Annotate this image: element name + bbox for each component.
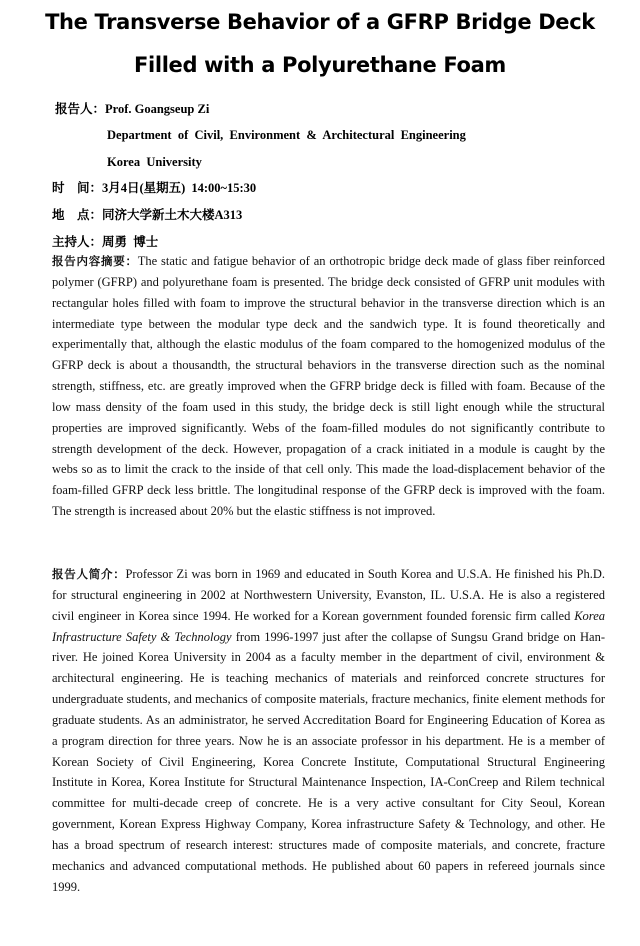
- abstract-text: The static and fatigue behavior of an orthotropic bridge deck made of glass fiber reinforced polymer (GFRP) and polyurethane foam is presented. The bridge deck consisted of GFRP unit modules with rectangular holes filled with foam to improve the structural behavior in the transverse direction which is an intermediate type between the modular type deck and the sandwich type. It is found theoretically and experimentally that, although the elastic modulus of the foam compared to the homogenized modulus of the GFRP deck is about a thousandth, the structural behaviors in the transverse direction such as the nominal strength, stiffness, etc. are greatly improved when the GFRP bridge deck is filled with foam. Because of the low mass density of the foam used in this study, the bridge deck is still light enough while the structural properties are improved significantly. Webs of the foam-filled modules do not significantly contribute to strength development of the deck. However, propagation of a crack initiated in a module is caught by the webs so as to limit the crack to the inside of that cell only. This made the load-displacement behavior of the foam-filled GFRP deck less brittle. The longitudinal response of the GFRP deck is improved with the foam. The strength is increased about 20% but the elastic stiffness is not improved.: [52, 254, 606, 519]
- speaker-name: Prof. Goangseup Zi: [105, 102, 210, 116]
- place-row: [52, 207, 242, 223]
- place-value: 同济大学新土木大楼A313: [102, 208, 243, 222]
- time-row: [52, 180, 256, 196]
- speaker-label: 报告人：: [55, 102, 106, 116]
- host-label: 主持人：: [52, 235, 103, 249]
- bio-text-after: from 1996-1997 just after the collapse of Sungsu Grand bridge on Han-river. He joined Korea University in 2004 as a faculty member in the department of civil, environment & architectural engineering. He is teaching mechanics of materials and reinforced concrete structures for undergraduate students, and mechanics of composite materials, fracture mechanics, finite element methods for graduate students. As an administrator, he served Accreditation Board for Engineering Education of Korea as a program direction for three years. Now he is an associate professor in his department. He is a member of Korean Society of Civil Engineering, Korea Concrete Institute, Computational Structural Engineering Institute in Korea, Korea Institute for Structural Maintenance Inspection, IA-ConCreep and Rilem technical committee for multi-decade creep of concrete. He is a very active consultant for City Seoul, Korean government, Korean Express Highway Company, Korea infrastructure Safety & Technology, and other. He has a broad spectrum of research interest: structures made of composite materials, and concrete, fracture mechanics and advanced computational methods. He published about 60 papers in refereed journals since 1999.: [52, 629, 606, 894]
- time-label: 时 间：: [52, 181, 103, 195]
- time-hours: 14:00~15:30: [191, 181, 257, 195]
- place-label: 地 点：: [52, 208, 103, 222]
- abstract-label: 报告内容摘要：: [52, 254, 138, 268]
- speaker-department: Department of Civil, Environment & Architectural Engineering: [107, 128, 466, 142]
- bio-text-before: Professor Zi was born in 1969 and educated in South Korea and U.S.A. He finished his Ph.D. for structural engineering in 2002 at Northwestern University, Evanston, IL. U.S.A. He is also a registered civil engineer in Korea since 1994. He worked for a Korean government founded forensic firm called: [52, 567, 606, 623]
- bio-paragraph: [52, 564, 605, 898]
- abstract-paragraph: [52, 251, 605, 522]
- bio-company: Korea Infrastructure Safety & Technology: [52, 608, 605, 644]
- speaker-university: Korea University: [107, 155, 202, 169]
- speaker-row: [55, 101, 209, 117]
- title-line-1: The Transverse Behavior of a GFRP Bridge Deck: [45, 10, 595, 34]
- time-date: 3月4日(星期五): [102, 181, 186, 195]
- bio-label: 报告人简介：: [52, 567, 126, 581]
- title-line-2: Filled with a Polyurethane Foam: [134, 53, 506, 77]
- host-value: 周勇 博士: [102, 235, 159, 249]
- host-row: [52, 234, 158, 250]
